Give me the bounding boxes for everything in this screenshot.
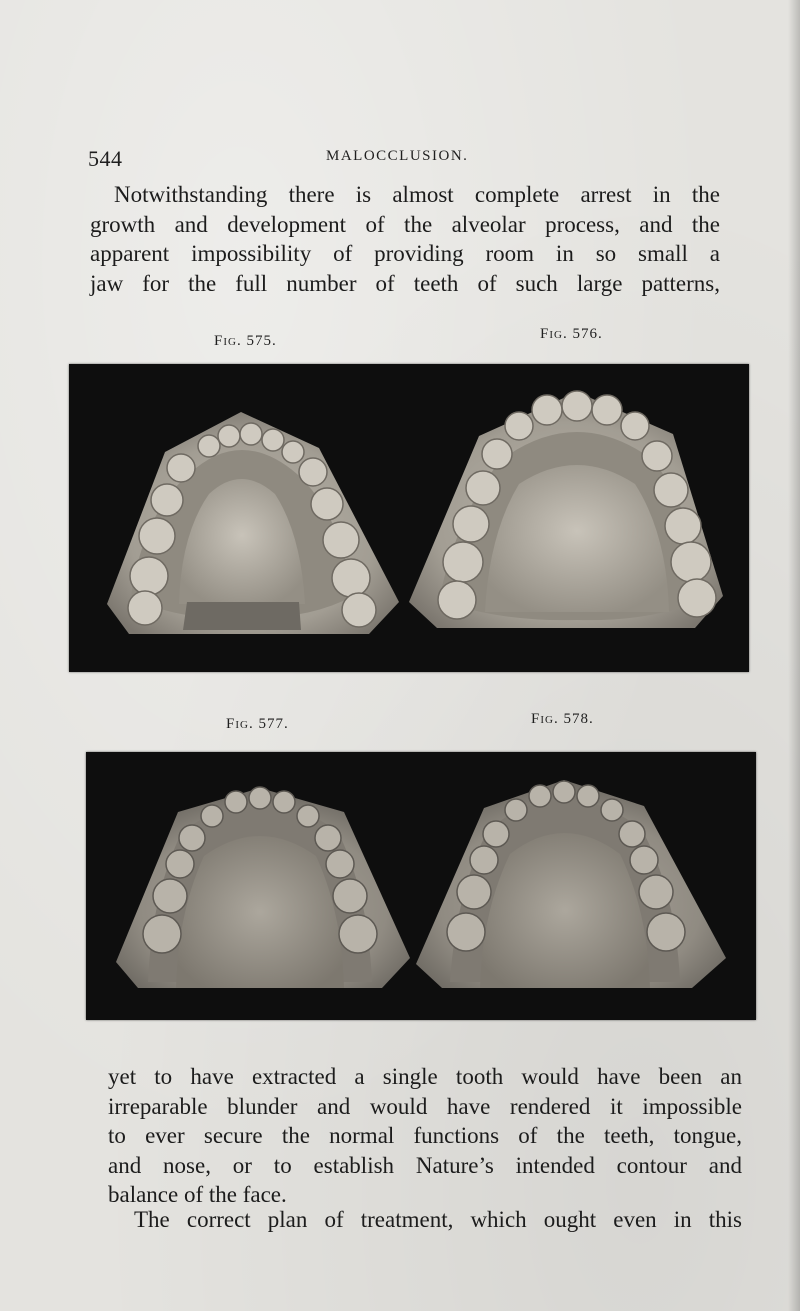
text-line: to ever secure the normal functions of the teeth, tongue, <box>108 1123 742 1148</box>
figure-caption-578: Fig. 578. <box>531 711 594 727</box>
text-line: and nose, or to establish Nature’s intended contour and <box>108 1152 742 1178</box>
dental-cast-578 <box>416 780 726 988</box>
paragraph-top <box>90 180 720 298</box>
text-line: balance of the face. <box>108 1182 287 1207</box>
figure-caption-575: Fig. 575. <box>214 333 277 349</box>
dental-cast-575 <box>107 412 399 634</box>
running-head: MALOCCLUSION. <box>326 148 469 164</box>
text-line: irreparable blunder and would have rendered it impossible <box>108 1093 742 1119</box>
page-edge-shadow <box>788 0 800 1311</box>
figure-plate-575-576 <box>69 364 749 672</box>
text-line: Notwithstanding there is almost complete arrest in the <box>114 182 720 207</box>
text-line: jaw for the full number of teeth of such large patterns, <box>90 270 720 296</box>
figure-plate-577-578 <box>86 752 756 1020</box>
dental-cast-577 <box>116 787 410 988</box>
paragraph-bottom <box>108 1062 742 1210</box>
text-line: growth and development of the alveolar process, and the <box>90 211 720 237</box>
text-line: The correct plan of treatment, which ought even in this <box>134 1207 742 1232</box>
text-line: apparent impossibility of providing room in so small a <box>90 241 720 266</box>
page-number: 544 <box>88 146 123 171</box>
dental-cast-576 <box>409 391 723 628</box>
text-line: yet to have extracted a single tooth would have been an <box>108 1064 742 1089</box>
paragraph-next <box>134 1205 742 1235</box>
figure-caption-577: Fig. 577. <box>226 716 289 732</box>
dental-casts-lower-image <box>86 752 756 1020</box>
figure-caption-576: Fig. 576. <box>540 326 603 342</box>
dental-casts-upper-image <box>69 364 749 672</box>
